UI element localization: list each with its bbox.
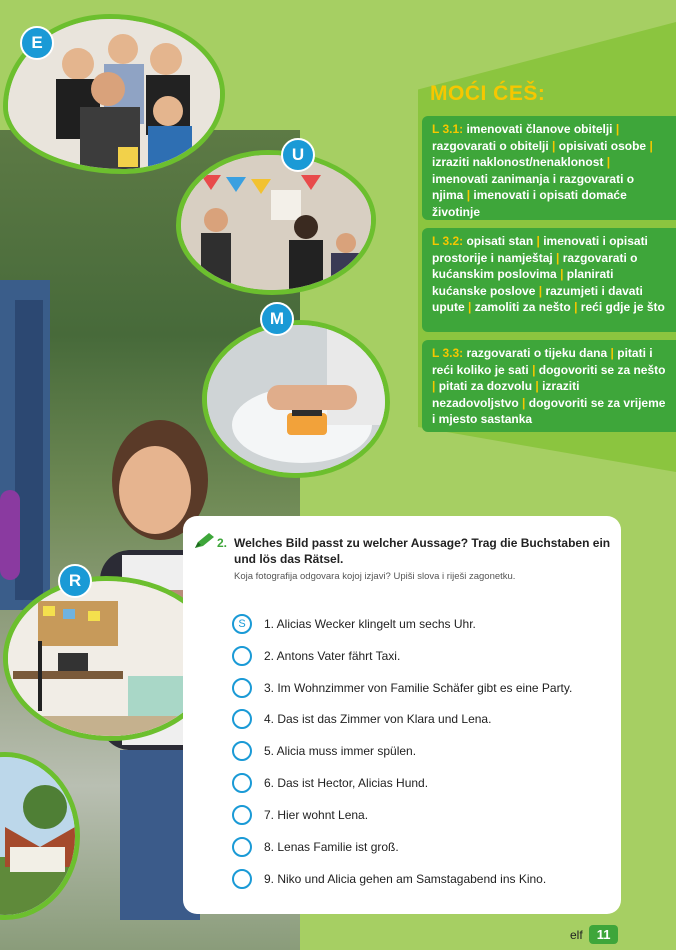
skill-text: dogovoriti se za nešto	[538, 362, 666, 377]
question-row	[232, 867, 546, 891]
answer-circle[interactable]	[232, 678, 252, 698]
skill-text: razgovarati o obitelji	[432, 138, 549, 153]
skill-text: izraziti nezadovoljstvo	[432, 379, 580, 410]
answer-circle[interactable]	[232, 741, 252, 761]
answer-circle[interactable]: S	[232, 614, 252, 634]
question-row	[232, 835, 399, 859]
photo-letter-badge-r: R	[58, 564, 92, 598]
question-row	[232, 707, 491, 731]
skill-text: imenovati članove obitelji	[466, 122, 613, 136]
purple-shirt-photo	[0, 490, 20, 580]
photo-dishwashing	[202, 320, 390, 478]
skill-text: pitati i reći koliko je sati	[432, 346, 653, 377]
answer-circle[interactable]	[232, 805, 252, 825]
question-row	[232, 771, 428, 795]
skill-box-l32: L 3.2: opisati stan | imenovati i opisati prostorije i namještaj | razgovarati o kućanskim poslovima | planirati kućanske poslove | razumjeti i davati upute | zamoliti za nešto | reći gdje je što	[422, 228, 676, 332]
skill-text: opisivati osobe	[558, 138, 647, 153]
question-text: 3. Im Wohnzimmer von Familie Schäfer gibt es eine Party.	[264, 681, 573, 695]
skill-text: zamoliti za nešto	[474, 300, 571, 314]
page-word: elf	[570, 927, 583, 942]
page-footer	[570, 925, 618, 944]
pencil-icon	[193, 532, 215, 550]
question-row	[232, 803, 368, 827]
question-text: 7. Hier wohnt Lena.	[264, 808, 369, 822]
answer-circle[interactable]	[232, 773, 252, 793]
skill-text: izraziti naklonost/nenaklonost	[432, 155, 604, 169]
skill-text: imenovati zanimanja i razgovarati o njima	[432, 171, 635, 202]
question-row	[232, 739, 416, 763]
skill-box-l31: L 3.1: imenovati članove obitelji | razgovarati o obitelji | opisivati osobe | izraziti naklonost/nenaklonost | imenovati zanimanja i razgovarati o njima | imenovati i opisati domaće životinje	[422, 116, 676, 220]
skill-text: razgovarati o tijeku dana	[466, 346, 608, 360]
question-text: 1. Alicias Wecker klingelt um sechs Uhr.	[264, 617, 476, 631]
skill-text: dogovoriti se za vrijeme i mjesto sastanka	[432, 395, 666, 426]
question-row	[232, 676, 572, 700]
skill-text: planirati kućanske poslove	[432, 267, 614, 298]
skill-text: imenovati i opisati prostorije i namještaj	[432, 234, 648, 265]
page-number: 11	[589, 925, 619, 944]
answer-circle[interactable]	[232, 869, 252, 889]
skill-text: pitati za dozvolu	[438, 379, 533, 393]
skills-title: MOĆI ĆEŠ:	[430, 82, 546, 105]
question-text: 5. Alicia muss immer spülen.	[264, 744, 417, 758]
question-text: 6. Das ist Hector, Alicias Hund.	[264, 776, 429, 790]
answer-circle[interactable]	[232, 646, 252, 666]
exercise-number: 2.	[217, 536, 228, 550]
skill-code: L 3.1:	[432, 122, 464, 136]
question-text: 2. Antons Vater fährt Taxi.	[264, 649, 401, 663]
skill-text: razumjeti i davati upute	[432, 283, 643, 314]
photo-letter-badge-u: U	[281, 138, 315, 172]
skill-text: reći gdje je što	[580, 300, 665, 314]
photo-party	[176, 150, 376, 295]
question-row	[232, 612, 476, 636]
exercise-subtitle: Koja fotografija odgovara kojoj izjavi? Upiši slova i riješi zagonetku.	[234, 571, 516, 582]
skill-text: razgovarati o kućanskim poslovima	[432, 250, 638, 281]
skill-code: L 3.2:	[432, 234, 464, 248]
skill-text: imenovati i opisati domaće životinje	[432, 188, 627, 219]
answer-circle[interactable]	[232, 709, 252, 729]
skill-text: opisati stan	[466, 234, 534, 248]
skill-box-l33: L 3.3: razgovarati o tijeku dana | pitati i reći koliko je sati | dogovoriti se za nešto | pitati za dozvolu | izraziti nezadovoljstvo | dogovoriti se za vrijeme i mjesto sastanka	[422, 340, 676, 432]
photo-letter-badge-e: E	[20, 26, 54, 60]
question-row	[232, 644, 400, 668]
exercise-title: Welches Bild passt zu welcher Aussage? Trag die Buchstaben ein und lös das Rätsel.	[234, 536, 611, 566]
question-text: 8. Lenas Familie ist groß.	[264, 840, 399, 854]
skill-code: L 3.3:	[432, 346, 464, 360]
photo-letter-badge-m: M	[260, 302, 294, 336]
question-text: 9. Niko und Alicia gehen am Samstagabend ins Kino.	[264, 872, 547, 886]
answer-circle[interactable]	[232, 837, 252, 857]
question-text: 4. Das ist das Zimmer von Klara und Lena.	[264, 712, 492, 726]
